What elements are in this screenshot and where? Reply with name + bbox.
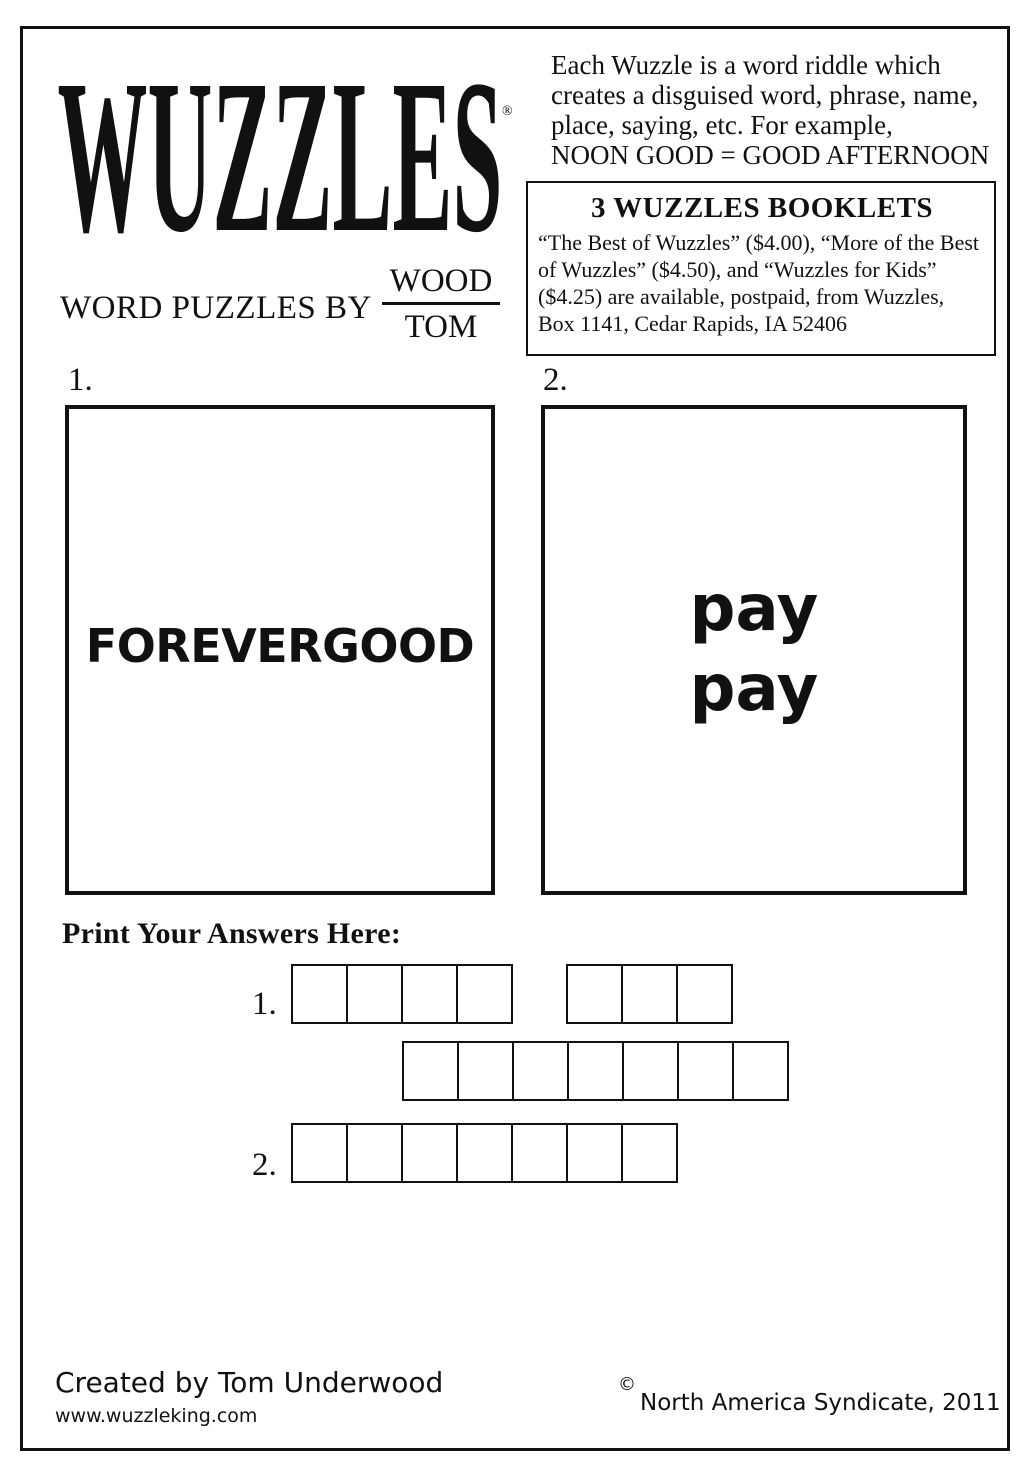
letter-box[interactable]	[624, 1041, 679, 1101]
puzzle-1-text: FOREVERGOOD	[85, 619, 475, 673]
letter-box[interactable]	[293, 1123, 348, 1183]
letter-box[interactable]	[403, 964, 458, 1024]
website-url: www.wuzzleking.com	[55, 1405, 258, 1427]
answer-2-word-1	[291, 1123, 678, 1183]
puzzle-2-panel	[541, 405, 967, 895]
letter-box[interactable]	[513, 1123, 568, 1183]
answer-2-number: 2.	[252, 1147, 277, 1183]
syndicate-text: North America Syndicate, 2011	[640, 1390, 1001, 1416]
letter-box[interactable]	[459, 1041, 514, 1101]
letter-box[interactable]	[458, 964, 513, 1024]
booklets-body: “The Best of Wuzzles” ($4.00), “More of the Best of Wuzzles” ($4.50), and “Wuzzles for Kids” ($4.25) are available, postpaid, from Wuzzles, Box 1141, Cedar Rapids, IA 52406	[538, 230, 980, 336]
booklets-box	[526, 181, 996, 356]
copyright-symbol: ©	[618, 1374, 636, 1395]
answer-1-number: 1.	[252, 986, 277, 1022]
credit-text: Created by Tom Underwood	[55, 1366, 444, 1399]
letter-box[interactable]	[678, 964, 733, 1024]
puzzle-1-panel	[65, 405, 495, 895]
booklets-title: 3 WUZZLES BOOKLETS	[590, 192, 934, 224]
letter-box[interactable]	[348, 964, 403, 1024]
fraction-numerator: WOOD	[389, 263, 493, 299]
letter-box[interactable]	[293, 964, 348, 1024]
answers-heading: Print Your Answers Here:	[62, 917, 402, 950]
byline-prefix: WORD PUZZLES BY	[60, 290, 372, 326]
wuzzles-logo	[55, 62, 505, 252]
intro-example: NOON GOOD = GOOD AFTERNOON	[551, 140, 990, 170]
registered-mark: ®	[502, 104, 513, 119]
letter-box[interactable]	[403, 1123, 458, 1183]
intro-description: Each Wuzzle is a word riddle which creates a disguised word, phrase, name, place, saying, etc. For example,	[551, 50, 979, 140]
letter-box[interactable]	[568, 1123, 623, 1183]
letter-box[interactable]	[569, 1041, 624, 1101]
letter-box[interactable]	[679, 1041, 734, 1101]
fraction-bar	[382, 302, 500, 305]
author-fraction	[382, 262, 500, 346]
letter-box[interactable]	[348, 1123, 403, 1183]
answer-1-word-1	[291, 964, 513, 1024]
logo-text: WUZZLES	[57, 62, 503, 252]
puzzle-2-line-1: pay	[689, 572, 819, 646]
puzzle-2-line-2: pay	[689, 652, 819, 726]
letter-box[interactable]	[514, 1041, 569, 1101]
letter-box[interactable]	[568, 964, 623, 1024]
letter-box[interactable]	[734, 1041, 789, 1101]
letter-box[interactable]	[404, 1041, 459, 1101]
answer-1-word-3	[402, 1041, 789, 1101]
fraction-denominator: TOM	[404, 309, 478, 345]
puzzle-1-number: 1.	[68, 362, 93, 398]
letter-box[interactable]	[623, 964, 678, 1024]
letter-box[interactable]	[623, 1123, 678, 1183]
intro-text	[551, 50, 1001, 170]
puzzle-2-number: 2.	[543, 362, 568, 398]
puzzle-2-text	[545, 569, 963, 729]
answer-1-word-2	[566, 964, 733, 1024]
letter-box[interactable]	[458, 1123, 513, 1183]
